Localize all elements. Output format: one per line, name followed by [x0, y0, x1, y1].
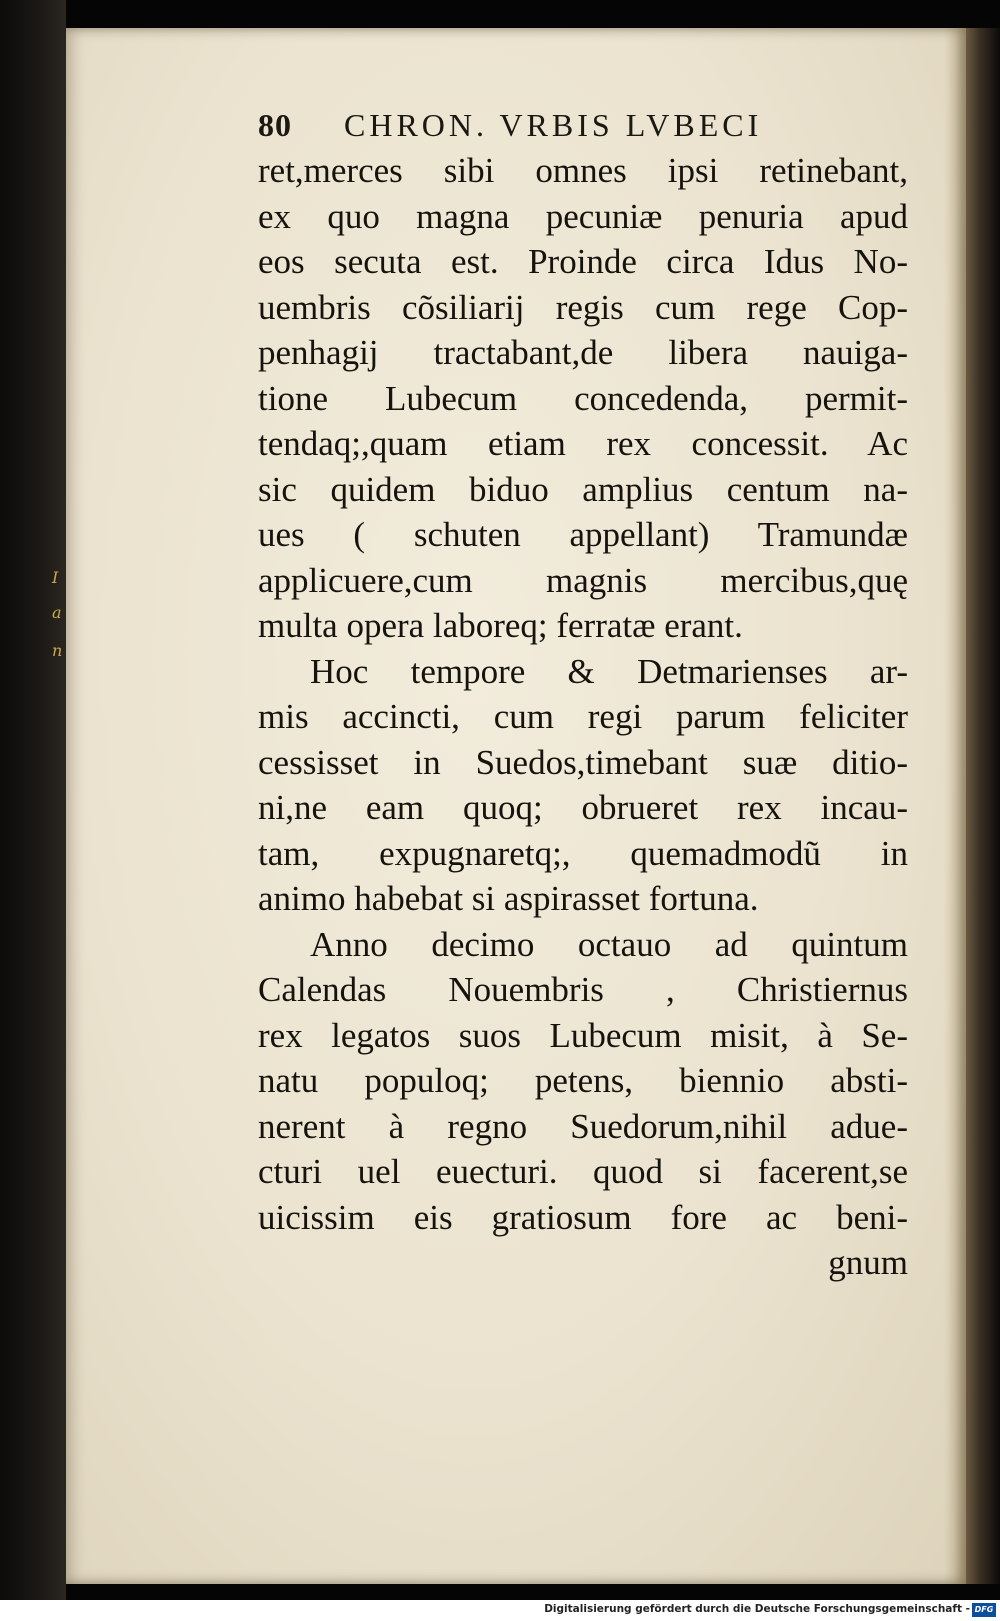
text-line: uembris cõsiliarij regis cum rege Cop- [258, 287, 908, 327]
text-line: ues ( schuten appellant) Tramundæ [258, 515, 908, 554]
text-line: sic quidem biduo amplius centum na- [258, 469, 908, 509]
text-line: rex legatos suos Lubecum misit, à Se- [258, 1015, 908, 1055]
margin-mark: I [52, 568, 59, 587]
text-line: uicissim eis gratiosum fore ac beni- [258, 1197, 908, 1237]
page-gutter-shadow [944, 28, 966, 1584]
text-line: natu populoq; petens, biennio absti- [258, 1061, 908, 1100]
page-number: 80 [258, 107, 292, 143]
text-line: cturi uel euecturi. quod si facerent,se [258, 1152, 908, 1191]
text-line: applicuere,cum magnis mercibus,quę [258, 560, 908, 600]
paragraph-2 [258, 649, 908, 922]
text-line: cessisset in Suedos,timebant suæ ditio- [258, 742, 908, 782]
digitization-footer [0, 1600, 1000, 1621]
catchword: gnum [828, 1243, 908, 1282]
text-line: tendaq;,quam etiam rex concessit. Ac [258, 424, 908, 463]
margin-mark: n [52, 641, 63, 660]
text-line: penhagij tractabant,de libera nauiga- [258, 333, 908, 372]
text-line: mis accincti, cum regi parum feliciter [258, 697, 908, 736]
facing-page-margin-marks [52, 170, 66, 730]
text-line: ret,merces sibi omnes ipsi retinebant, [258, 151, 908, 190]
main-text [258, 148, 908, 1286]
text-line: tione Lubecum concedenda, permit- [258, 378, 908, 418]
text-line: Hoc tempore & Detmarienses ar- [310, 651, 908, 691]
page-fore-edge [966, 28, 1000, 1584]
text-line: Calendas Nouembris , Christiernus [258, 970, 908, 1009]
text-line: multa opera laboreq; ferratæ erant. [258, 606, 743, 645]
text-line: ni,ne eam quoq; obrueret rex incau- [258, 788, 908, 827]
paragraph-1 [258, 148, 908, 649]
text-line: eos secuta est. Proinde circa Idus No- [258, 242, 908, 281]
text-line: nerent à regno Suedorum,nihil adue- [258, 1106, 908, 1146]
text-line: ex quo magna pecuniæ penuria apud [258, 196, 908, 236]
running-title: CHRON. VRBIS LVBECI [344, 107, 763, 143]
text-line: tam, expugnaretq;, quemadmodũ in [258, 833, 908, 873]
dfg-logo: DFG [972, 1603, 996, 1617]
paragraph-3 [258, 922, 908, 1241]
text-line: animo habebat si aspirasset fortuna. [258, 879, 759, 918]
page-header [258, 107, 818, 149]
funding-credit: Digitalisierung gefördert durch die Deutsche Forschungsgemeinschaft - [544, 1603, 970, 1615]
margin-mark: a [52, 603, 62, 622]
text-line: Anno decimo octauo ad quintum [310, 924, 908, 964]
